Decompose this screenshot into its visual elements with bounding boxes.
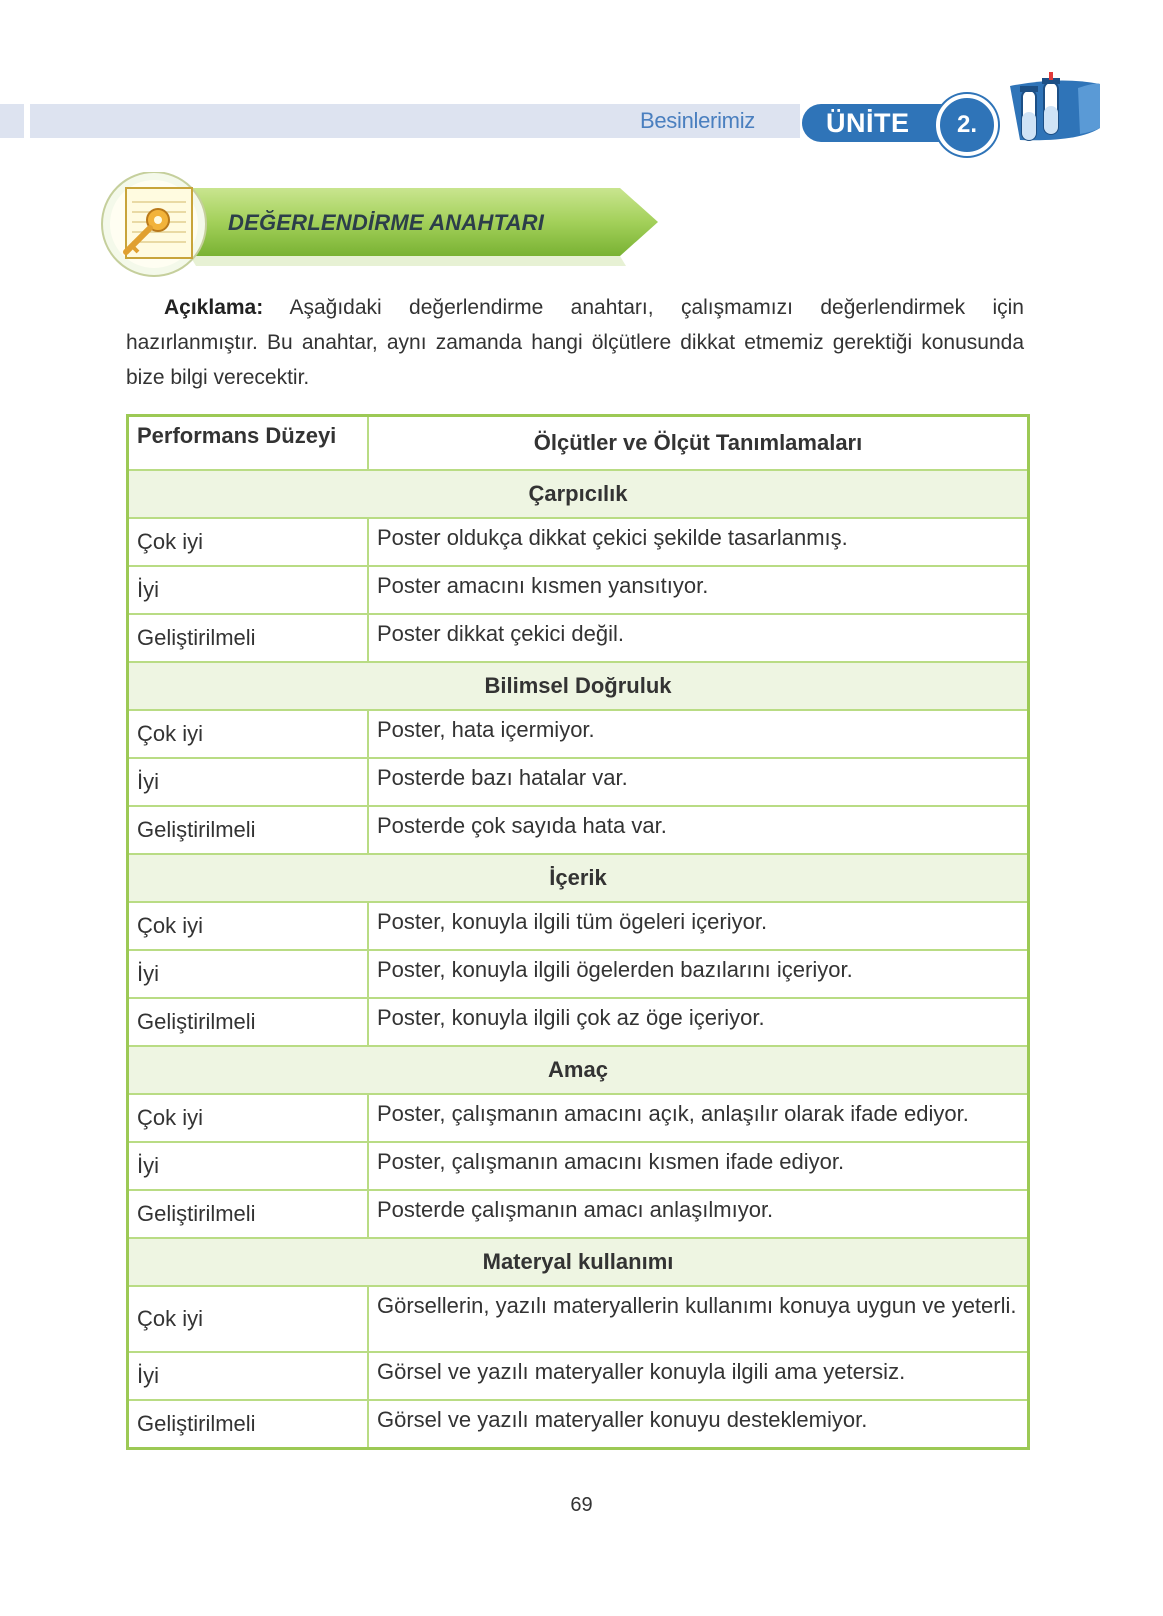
level-cell: İyi — [128, 566, 369, 614]
category-name: Çarpıcılık — [128, 470, 1029, 518]
desc-cell: Poster, konuyla ilgili ögelerden bazılarını içeriyor. — [368, 950, 1029, 998]
header-performance-level: Performans Düzeyi — [128, 416, 369, 471]
table-row — [128, 902, 1029, 950]
desc-cell: Posterde bazı hatalar var. — [368, 758, 1029, 806]
header-band-left — [0, 104, 24, 138]
level-cell: İyi — [128, 1352, 369, 1400]
intro-paragraph — [126, 290, 1024, 395]
intro-text: Aşağıdaki değerlendirme anahtarı, çalışmamızı değerlendirmek için hazırlanmıştır. Bu anahtar, aynı zamanda hangi ölçütlere dikkat etmemiz gerektiği konusunda bize bilgi verecektir. — [126, 296, 1024, 389]
unit-label: ÜNİTE — [802, 104, 942, 142]
level-cell: İyi — [128, 1142, 369, 1190]
desc-cell: Poster, çalışmanın amacını açık, anlaşılır olarak ifade ediyor. — [368, 1094, 1029, 1142]
desc-cell: Posterde çok sayıda hata var. — [368, 806, 1029, 854]
category-name: Materyal kullanımı — [128, 1238, 1029, 1286]
desc-cell: Poster, çalışmanın amacını kısmen ifade ediyor. — [368, 1142, 1029, 1190]
table-row — [128, 710, 1029, 758]
test-tubes-icon — [1000, 72, 1105, 152]
table-row — [128, 1352, 1029, 1400]
intro-label: Açıklama: — [164, 296, 264, 319]
level-cell: İyi — [128, 758, 369, 806]
level-cell: Geliştirilmeli — [128, 1400, 369, 1449]
desc-cell: Poster dikkat çekici değil. — [368, 614, 1029, 662]
desc-cell: Görsel ve yazılı materyaller konuyu desteklemiyor. — [368, 1400, 1029, 1449]
key-notepad-icon — [112, 180, 202, 266]
table-row — [128, 806, 1029, 854]
category-name: Amaç — [128, 1046, 1029, 1094]
desc-cell: Görsel ve yazılı materyaller konuyla ilgili ama yetersiz. — [368, 1352, 1029, 1400]
category-row — [128, 1046, 1029, 1094]
level-cell: İyi — [128, 950, 369, 998]
category-row — [128, 662, 1029, 710]
section-title: DEĞERLENDİRME ANAHTARI — [228, 210, 545, 235]
evaluation-table — [126, 414, 1030, 1450]
table-row — [128, 998, 1029, 1046]
table-row — [128, 1286, 1029, 1352]
desc-cell: Görsellerin, yazılı materyallerin kullanımı konuya uygun ve yeterli. — [368, 1286, 1029, 1352]
table-row — [128, 566, 1029, 614]
desc-cell: Poster, konuyla ilgili çok az öge içeriyor. — [368, 998, 1029, 1046]
level-cell: Geliştirilmeli — [128, 1190, 369, 1238]
category-row — [128, 470, 1029, 518]
desc-cell: Poster amacını kısmen yansıtıyor. — [368, 566, 1029, 614]
table-row — [128, 1142, 1029, 1190]
level-cell: Çok iyi — [128, 710, 369, 758]
header-criteria: Ölçütler ve Ölçüt Tanımlamaları — [368, 416, 1029, 471]
table-header-row — [128, 416, 1029, 471]
category-name: Bilimsel Doğruluk — [128, 662, 1029, 710]
desc-cell: Posterde çalışmanın amacı anlaşılmıyor. — [368, 1190, 1029, 1238]
level-cell: Geliştirilmeli — [128, 998, 369, 1046]
table-row — [128, 518, 1029, 566]
page-number: 69 — [570, 1494, 593, 1516]
desc-cell: Poster oldukça dikkat çekici şekilde tasarlanmış. — [368, 518, 1029, 566]
level-cell: Çok iyi — [128, 1094, 369, 1142]
unit-number: 2. — [936, 94, 998, 156]
category-row — [128, 1238, 1029, 1286]
level-cell: Çok iyi — [128, 1286, 369, 1352]
table-row — [128, 1400, 1029, 1449]
category-name: İçerik — [128, 854, 1029, 902]
table-row — [128, 758, 1029, 806]
header-topic: Besinlerimiz — [640, 108, 755, 133]
category-row — [128, 854, 1029, 902]
table-row — [128, 1190, 1029, 1238]
level-cell: Çok iyi — [128, 518, 369, 566]
table-row — [128, 1094, 1029, 1142]
desc-cell: Poster, konuyla ilgili tüm ögeleri içeriyor. — [368, 902, 1029, 950]
level-cell: Geliştirilmeli — [128, 806, 369, 854]
table-row — [128, 614, 1029, 662]
desc-cell: Poster, hata içermiyor. — [368, 710, 1029, 758]
table-row — [128, 950, 1029, 998]
level-cell: Çok iyi — [128, 902, 369, 950]
level-cell: Geliştirilmeli — [128, 614, 369, 662]
